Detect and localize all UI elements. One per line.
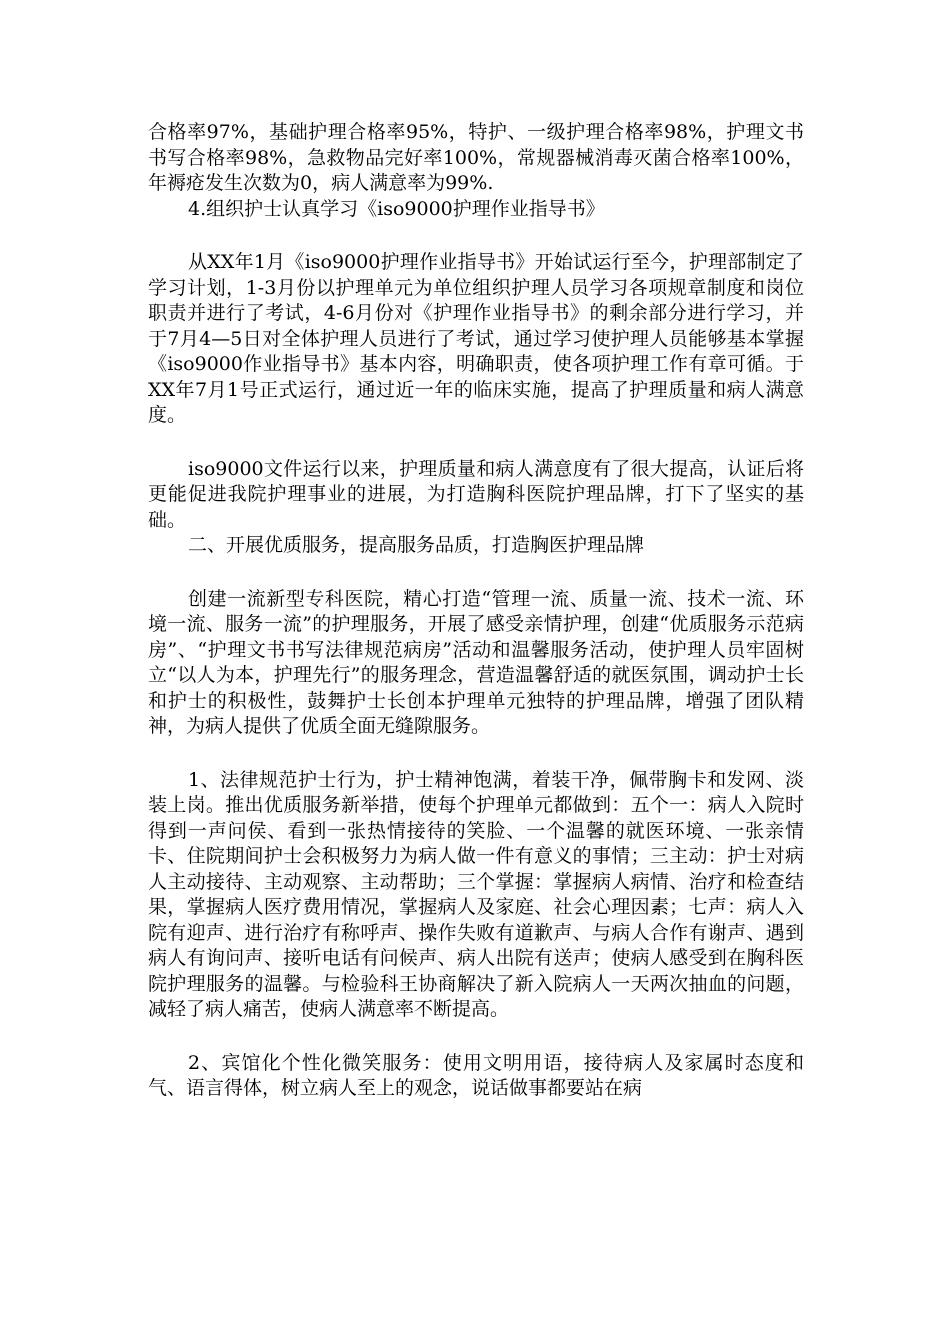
paragraph-quality-rates: 合格率97%，基础护理合格率95%，特护、一级护理合格率98%，护理文书书写合格率98%，急救物品完好率100%，常规器械消毒灭菌合格率100%，年褥疮发生次数为0，病人满意率为99%. xyxy=(148,121,804,194)
paragraph-nurse-conduct: 1、法律规范护士行为，护士精神饱满，着装干净，佩带胸卡和发网、淡装上岗。推出优质服务新举措，使每个护理单元都做到：五个一：病人入院时得到一声问侯、看到一张热情接待的笑脸、一个温馨的就医环境、一张亲情卡、住院期间护士会积极努力为病人做一件有意义的事情；三主动：护士对病人主动接待、主动观察、主动帮助；三个掌握：掌握病人病情、治疗和检查结果，掌握病人医疗费用情况，掌握病人及家庭、社会心理因素；七声：病人入院有迎声、进行治疗有称呼声、操作失败有道歉声、与病人合作有谢声、遇到病人有询问声、接听电话有问候声、病人出院有送声；使病人感受到在胸科医院护理服务的温馨。与检验科王协商解决了新入院病人一天两次抽血的问题，减轻了病人痛苦，使病人满意率不断提高。 xyxy=(148,768,804,1020)
paragraph-hotel-service: 2、宾馆化个性化微笑服务：使用文明用语，接待病人及家属时态度和气、语言得体，树立病人至上的观念，说话做事都要站在病 xyxy=(148,1051,804,1099)
section-heading-quality-service: 二、开展优质服务，提高服务品质，打造胸医护理品牌 xyxy=(188,534,645,556)
document-page xyxy=(148,120,804,1102)
section-heading-iso9000-study: 4.组织护士认真学习《iso9000护理作业指导书》 xyxy=(188,197,605,220)
paragraph-iso9000-trial: 从XX年1月《iso9000护理作业指导书》开始试运行至今，护理部制定了学习计划，1-3月份以护理单元为单位组织护理人员学习各项规章制度和岗位职责并进行了考试，4-6月份对《护理作业指导书》的剩余部分进行学习，并于7月4—5日对全体护理人员进行了考试，通过学习使护理人员能够基本掌握《iso9000作业指导书》基本内容，明确职责，使各项护理工作有章可循。于XX年7月1号正式运行，通过近一年的临床实施，提高了护理质量和病人满意度。 xyxy=(148,251,804,426)
paragraph-first-class-hospital: 创建一流新型专科医院，精心打造“管理一流、质量一流、技术一流、环境一流、服务一流”的护理服务，开展了感受亲情护理，创建“优质服务示范病房”、“护理文书书写法律规范病房”活动和温馨服务活动，使护理人员牢固树立“以人为本，护理先行”的服务理念，营造温馨舒适的就医氛围，调动护士长和护士的积极性，鼓舞护士长创本护理单元独特的护理品牌，增强了团队精神，为病人提供了优质全面无缝隙服务。 xyxy=(148,587,804,737)
paragraph-iso9000-results: iso9000文件运行以来，护理质量和病人满意度有了很大提高，认证后将更能促进我院护理事业的进展，为打造胸科医院护理品牌，打下了坚实的基础。 xyxy=(148,457,804,531)
